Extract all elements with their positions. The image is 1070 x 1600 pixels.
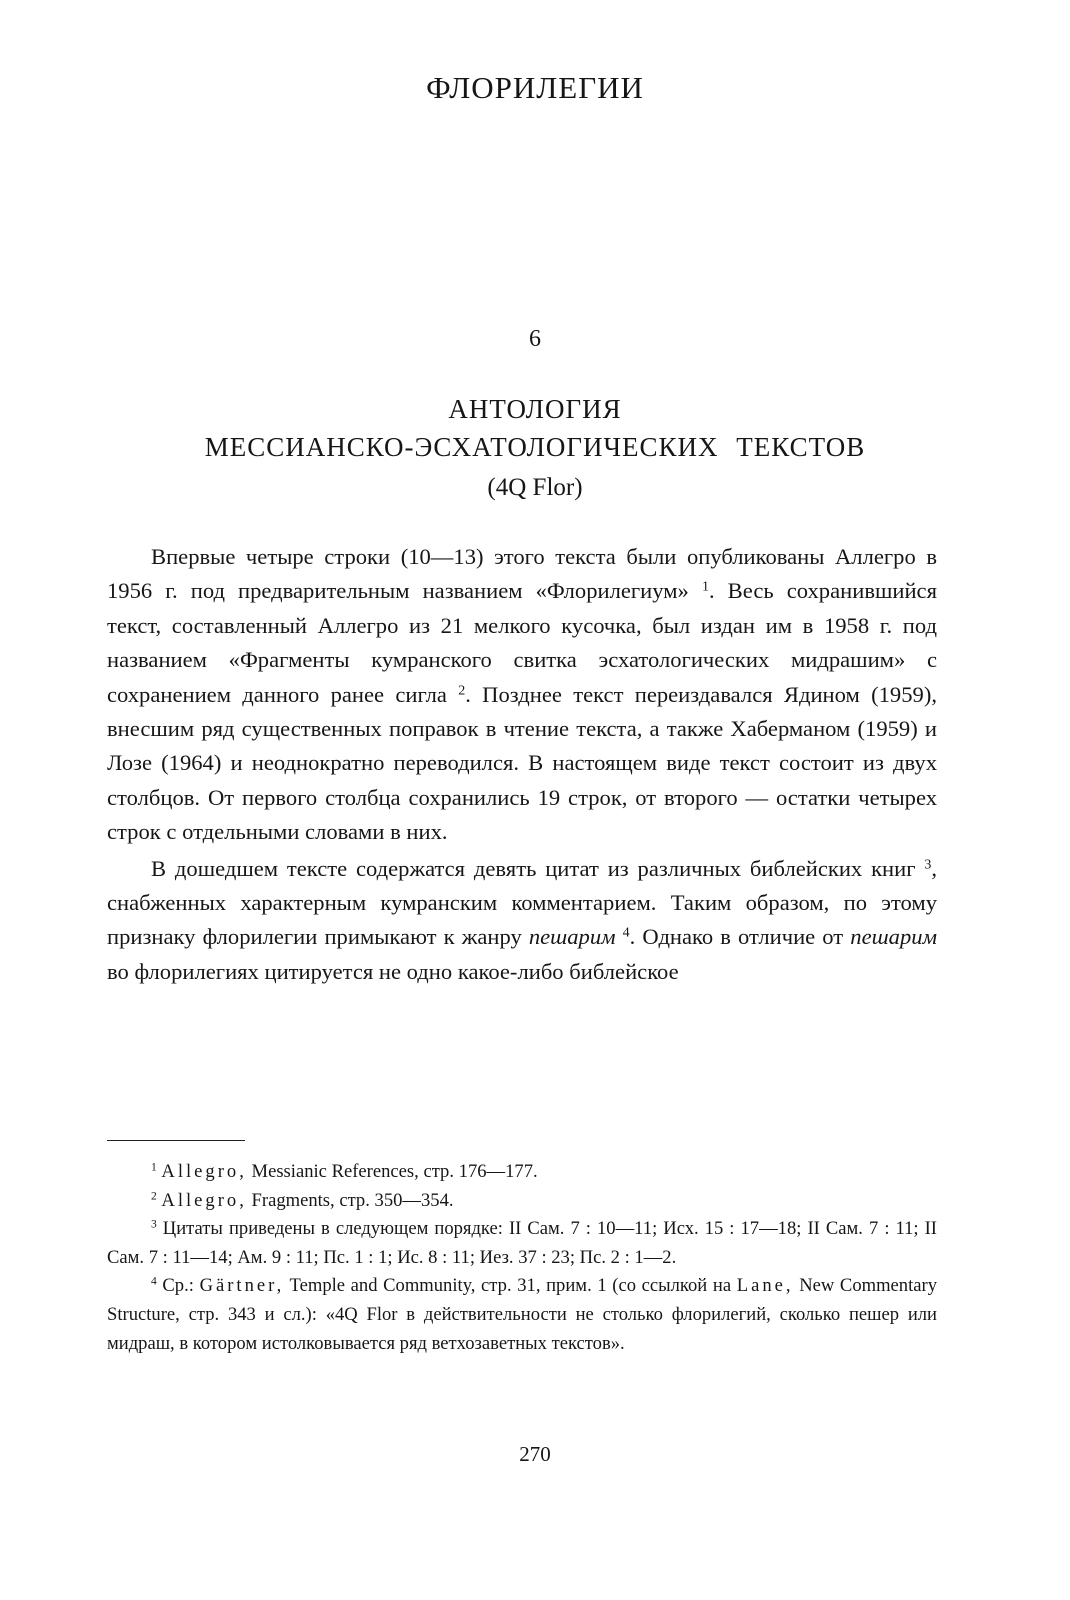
footnote-4 xyxy=(107,1272,937,1358)
footnote-text: Цитаты приведены в следующем порядке: II Сам. 7 : 10—11; Исх. 15 : 17—18; II Сам. 7 : 11; II Сам. 7 : 11—14; Ам. 9 : 11; Пс. 1 : 1; Ис. 8 : 11; Иез. 37 : 23; Пс. 2 : 1—2. xyxy=(107,1218,937,1268)
paragraph-2-text-c: . Однако в отличие от xyxy=(629,924,844,950)
paragraph-1-text-b: . Весь сохранившийся текст, составленный Аллегро из 21 мелкого кусочка, был издан им в 1958 г. под названием «Фрагменты кумранского свитка эсхатологических мидрашим» с сохранением данного ранее сигла xyxy=(107,578,937,707)
footnote-ref-1: 1 xyxy=(701,579,709,595)
footnote-2 xyxy=(107,1187,937,1216)
footnote-marker: 1 xyxy=(151,1161,157,1174)
footnote-ref-4: 4 xyxy=(622,925,630,941)
chapter-title-line-2: МЕССИАНСКО-ЭСХАТОЛОГИЧЕСКИХ ТЕКСТОВ xyxy=(204,432,866,462)
footnote-prefix: Ср.: xyxy=(162,1275,194,1297)
footnote-1 xyxy=(107,1158,937,1187)
chapter-title-block xyxy=(0,390,1070,502)
footnote-author: Lane, xyxy=(736,1275,794,1297)
footnote-text: New Commentary Structure, стр. 343 и сл.): «4Q Flor в действительности не столько флорилегий, сколько пешер или мидраш, в котором истолковывается ряд ветхозаветных текстов». xyxy=(107,1275,938,1354)
footnote-text: Fragments, стр. 350—354. xyxy=(251,1189,454,1211)
footnote-author: Gärtner, xyxy=(199,1275,285,1297)
footnote-text: Temple and Community, стр. 31, прим. 1 (со ссылкой на xyxy=(289,1275,732,1297)
paragraph-2-text-a: В дошедшем тексте содержатся девять цитат из различных библейских книг xyxy=(151,855,916,881)
paragraph-1 xyxy=(107,540,937,850)
body-text xyxy=(107,540,937,989)
footnote-ref-2: 2 xyxy=(458,682,466,698)
paragraph-1-text-c: . Позднее текст переиздавался Ядином (1959), внесшим ряд существенных поправок в чтение текста, а также Хаберманом (1959) и Лозе (1964) и неоднократно переводился. В настоящем виде текст состоит из двух столбцов. От первого столбца сохранились 19 строк, от второго — остатки четырех строк с отдельными словами в них. xyxy=(107,681,937,845)
footnotes xyxy=(107,1158,937,1358)
footnote-author: Allegro, xyxy=(161,1189,247,1211)
footnote-divider xyxy=(107,1140,245,1141)
running-title: ФЛОРИЛЕГИИ xyxy=(426,70,644,105)
footnote-author: Allegro, xyxy=(161,1161,247,1182)
paragraph-2-text-d: во флорилегиях цитируется не одно какое-либо библейское xyxy=(107,958,679,984)
italic-term: пешарим xyxy=(528,924,616,950)
footnote-ref-3: 3 xyxy=(924,856,932,872)
chapter-subtitle: (4Q Flor) xyxy=(487,474,583,501)
footnote-3 xyxy=(107,1215,937,1272)
footnote-marker: 2 xyxy=(151,1190,157,1203)
paragraph-2-text-b: , снабженных характерным кумранским комментарием. Таким образом, по этому признаку флорилегии примыкают к жанру xyxy=(107,855,937,950)
footnote-marker: 3 xyxy=(151,1218,157,1231)
footnote-marker: 4 xyxy=(151,1276,157,1289)
footnote-text: Messianic References, стр. 176—177. xyxy=(251,1161,538,1182)
page-number: 270 xyxy=(519,1442,551,1466)
paragraph-1-text-a: Впервые четыре строки (10—13) этого текста были опубликованы Аллегро в 1956 г. под предварительным названием «Флорилегиум» xyxy=(107,544,937,604)
chapter-title-line-1: АНТОЛОГИЯ xyxy=(448,394,622,424)
paragraph-2 xyxy=(107,852,937,990)
italic-term: пешарим xyxy=(850,924,937,950)
chapter-number: 6 xyxy=(529,326,541,352)
